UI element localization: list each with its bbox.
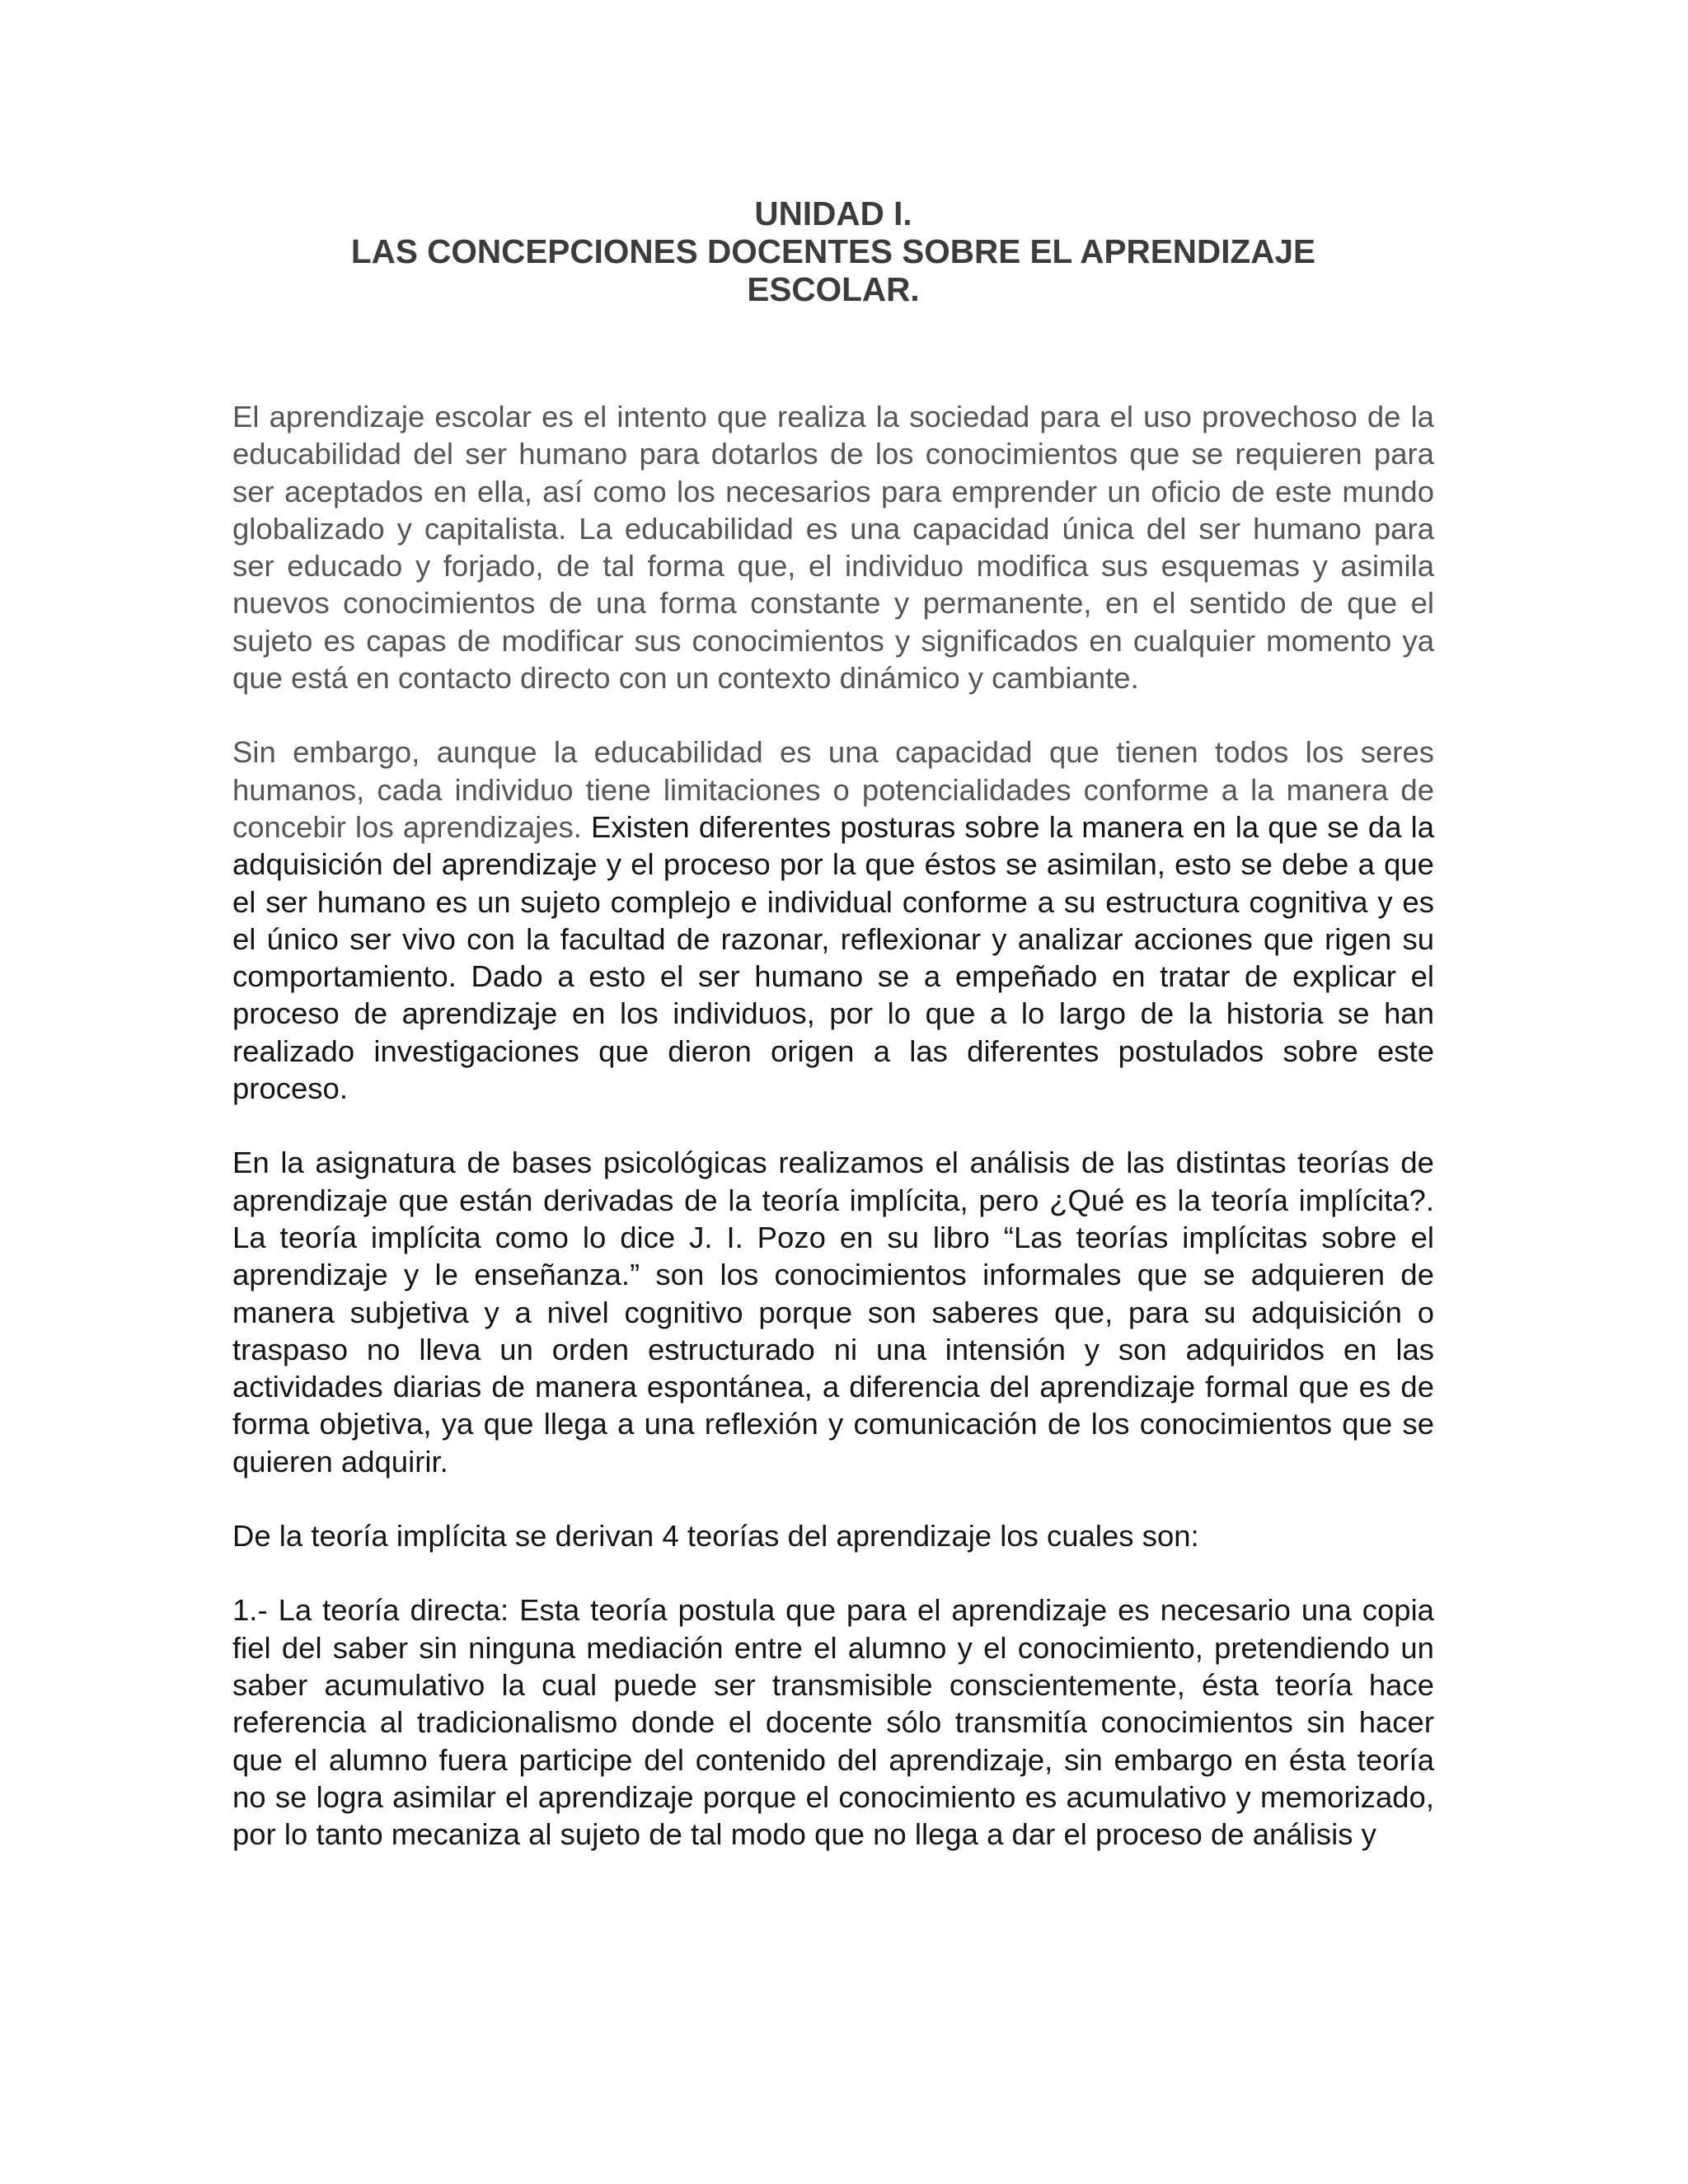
paragraph-posturas bbox=[232, 733, 1434, 1107]
paragraph-posturas-body: Existen diferentes posturas sobre la manera en la que se da la adquisición del aprendizaje y el proceso por la que éstos se asimilan, esto se debe a que el ser humano es un sujeto complejo e individual conforme a su estructura cognitiva y es el único ser vivo con la facultad de razonar, reflexionar y analizar acciones que rigen su comportamiento. Dado a esto el ser humano se a empeñado en tratar de explicar el proceso de aprendizaje en los individuos, por lo que a lo largo de la historia se han realizado investigaciones que dieron origen a las diferentes postulados sobre este proceso. bbox=[232, 809, 1435, 1106]
paragraph-teoria-directa: 1.- La teoría directa: Esta teoría postula que para el aprendizaje es necesario una copia fiel del saber sin ninguna mediación entre el alumno y el conocimiento, pretendiendo un saber acumulativo la cual puede ser transmisible conscientemente, ésta teoría hace referencia al tradicionalismo donde el docente sólo transmitía conocimientos sin hacer que el alumno fuera participe del contenido del aprendizaje, sin embargo en ésta teoría no se logra asimilar el aprendizaje porque el conocimiento es acumulativo y memorizado, por lo tanto mecaniza al sujeto de tal modo que no llega a dar el proceso de análisis y bbox=[232, 1593, 1434, 1852]
paragraph-educabilidad: El aprendizaje escolar es el intento que realiza la sociedad para el uso provechoso de la educabilidad del ser humano para dotarlos de los conocimientos que se requieren para ser aceptados en ella, así como los necesarios para emprender un oficio de este mundo globalizado y capitalista. La educabilidad es una capacidad única del ser humano para ser educado y forjado, de tal forma que, el individuo modifica sus esquemas y asimila nuevos conocimientos de una forma constante y permanente, en el sentido de que el sujeto es capas de modificar sus conocimientos y significados en cualquier momento ya que está en contacto directo con un contexto dinámico y cambiante. bbox=[232, 400, 1434, 696]
title-line-1: LAS CONCEPCIONES DOCENTES SOBRE EL APRENDIZAJE bbox=[350, 232, 1316, 270]
unit-heading: UNIDAD I. bbox=[754, 194, 912, 232]
paragraph-teorias-derivadas: De la teoría implícita se derivan 4 teorías del aprendizaje los cuales son: bbox=[232, 1519, 1199, 1554]
paragraph-posturas-intro: Sin embargo, aunque la educabilidad es una capacidad que tienen todos los seres humanos, cada individuo tiene limitaciones o potencialidades conforme a la manera de concebir los aprendizajes. bbox=[232, 735, 1434, 844]
document-title bbox=[232, 194, 1434, 308]
title-line-2: ESCOLAR. bbox=[747, 270, 920, 308]
paragraph-teoria-implicita: En la asignatura de bases psicológicas realizamos el análisis de las distintas teorías de aprendizaje que están derivadas de la teoría implícita, pero ¿Qué es la teoría implícita?. La teoría implícita como lo dice J. I. Pozo en su libro “Las teorías implícitas sobre el aprendizaje y le enseñanza.” son los conocimientos informales que se adquieren de manera subjetiva y a nivel cognitivo porque son saberes que, para su adquisición o traspaso no lleva un orden estructurado ni una intensión y son adquiridos en las actividades diarias de manera espontánea, a diferencia del aprendizaje formal que es de forma objetiva, ya que llega a una reflexión y comunicación de los conocimientos que se quieren adquirir. bbox=[232, 1146, 1434, 1479]
document-page bbox=[232, 194, 1434, 1853]
